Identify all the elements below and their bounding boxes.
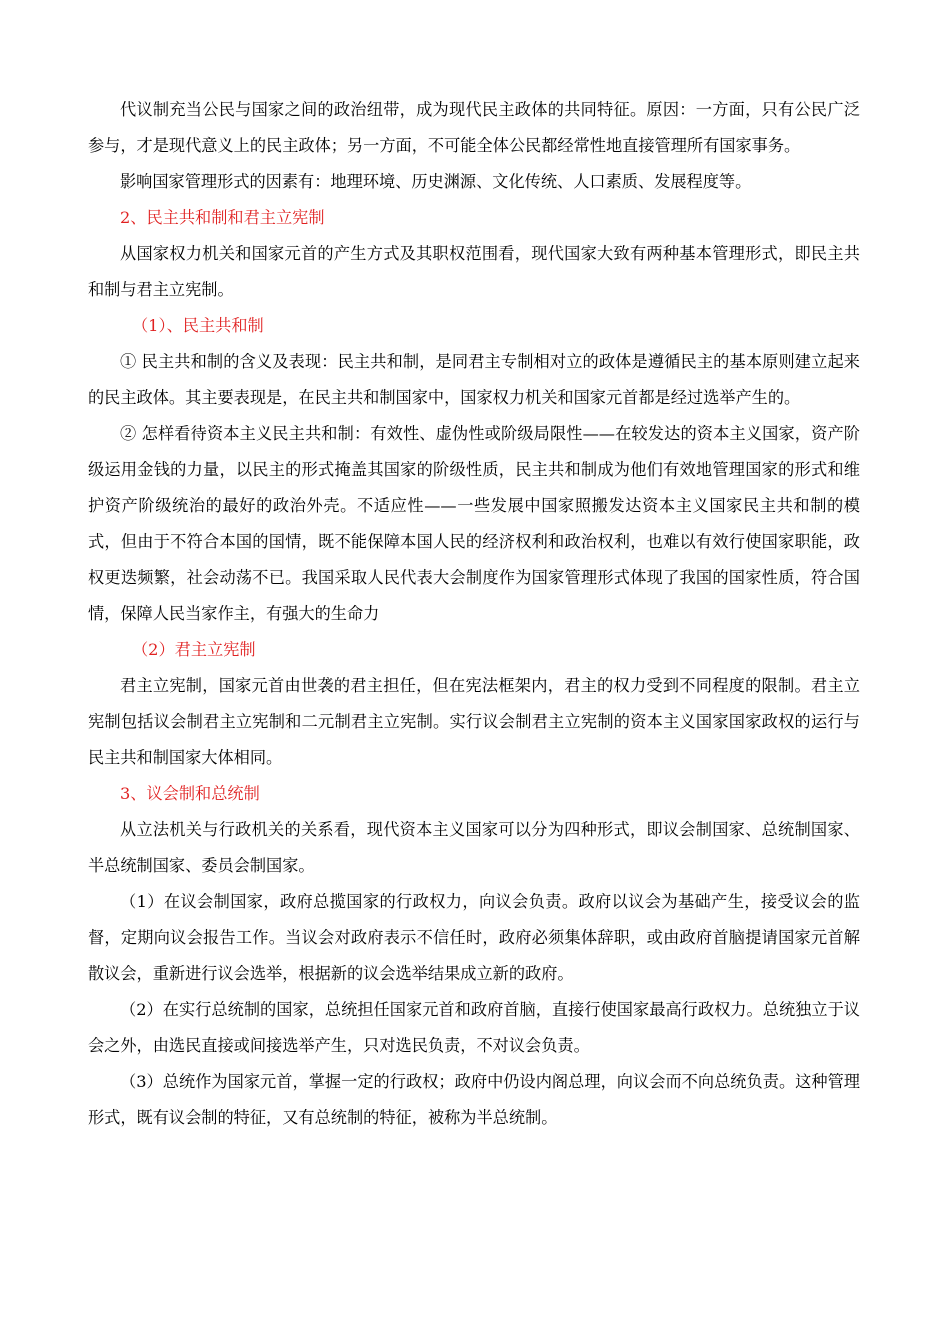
paragraph-influencing-factors: 影响国家管理形式的因素有：地理环境、历史渊源、文化传统、人口素质、发展程度等。 [120, 172, 752, 191]
paragraph-semi-presidential-system: （3）总统作为国家元首，掌握一定的行政权；政府中仍设内阁总理，向议会而不向总统负责。这种管理形式，既有议会制的特征，又有总统制的特征，被称为半总统制。 [88, 1072, 860, 1127]
paragraph-monarchy-definition: 君主立宪制，国家元首由世袭的君主担任，但在宪法框架内，君主的权力受到不同程度的限制。君主立宪制包括议会制君主立宪制和二元制君主立宪制。实行议会制君主立宪制的资本主义国家国家政权的运行与民主共和制国家大体相同。 [88, 676, 860, 767]
subheading-constitutional-monarchy: （2）君主立宪制 [132, 640, 256, 659]
paragraph-republic-evaluation: ② 怎样看待资本主义民主共和制：有效性、虚伪性或阶级局限性——在较发达的资本主义国家，资产阶级运用金钱的力量，以民主的形式掩盖其国家的阶级性质，民主共和制成为他们有效地管理国家的形式和维护资产阶级统治的最好的政治外壳。不适应性——一些发展中国家照搬发达资本主义国家民主共和制的模式，但由于不符合本国的国情，既不能保障本国人民的经济权利和政治权利，也难以有效行使国家职能，政权更迭频繁，社会动荡不已。我国采取人民代表大会制度作为国家管理形式体现了我国的国家性质，符合国情，保障人民当家作主，有强大的生命力 [88, 424, 860, 623]
paragraph-presidential-system: （2）在实行总统制的国家，总统担任国家元首和政府首脑，直接行使国家最高行政权力。总统独立于议会之外，由选民直接或间接选举产生，只对选民负责，不对议会负责。 [88, 1000, 860, 1055]
section-heading-parliamentary-presidential: 3、议会制和总统制 [120, 784, 260, 803]
paragraph-four-forms: 从立法机关与行政机关的关系看，现代资本主义国家可以分为四种形式，即议会制国家、总统制国家、半总统制国家、委员会制国家。 [88, 820, 860, 875]
paragraph-two-forms: 从国家权力机关和国家元首的产生方式及其职权范围看，现代国家大致有两种基本管理形式，即民主共和制与君主立宪制。 [88, 244, 860, 299]
document-body [88, 92, 860, 1136]
paragraph-parliamentary-system: （1）在议会制国家，政府总揽国家的行政权力，向议会负责。政府以议会为基础产生，接受议会的监督，定期向议会报告工作。当议会对政府表示不信任时，政府必须集体辞职，或由政府首脑提请国家元首解散议会，重新进行议会选举，根据新的议会选举结果成立新的政府。 [88, 892, 860, 983]
subheading-democratic-republic: （1）、民主共和制 [132, 316, 264, 335]
paragraph-republic-definition: ① 民主共和制的含义及表现：民主共和制，是同君主专制相对立的政体是遵循民主的基本原则建立起来的民主政体。其主要表现是，在民主共和制国家中，国家权力机关和国家元首都是经过选举产生的。 [88, 352, 860, 407]
paragraph-representative-system: 代议制充当公民与国家之间的政治纽带，成为现代民主政体的共同特征。原因：一方面，只有公民广泛参与，才是现代意义上的民主政体；另一方面，不可能全体公民都经常性地直接管理所有国家事务。 [88, 100, 860, 155]
section-heading-republic-monarchy: 2、民主共和制和君主立宪制 [120, 208, 325, 227]
